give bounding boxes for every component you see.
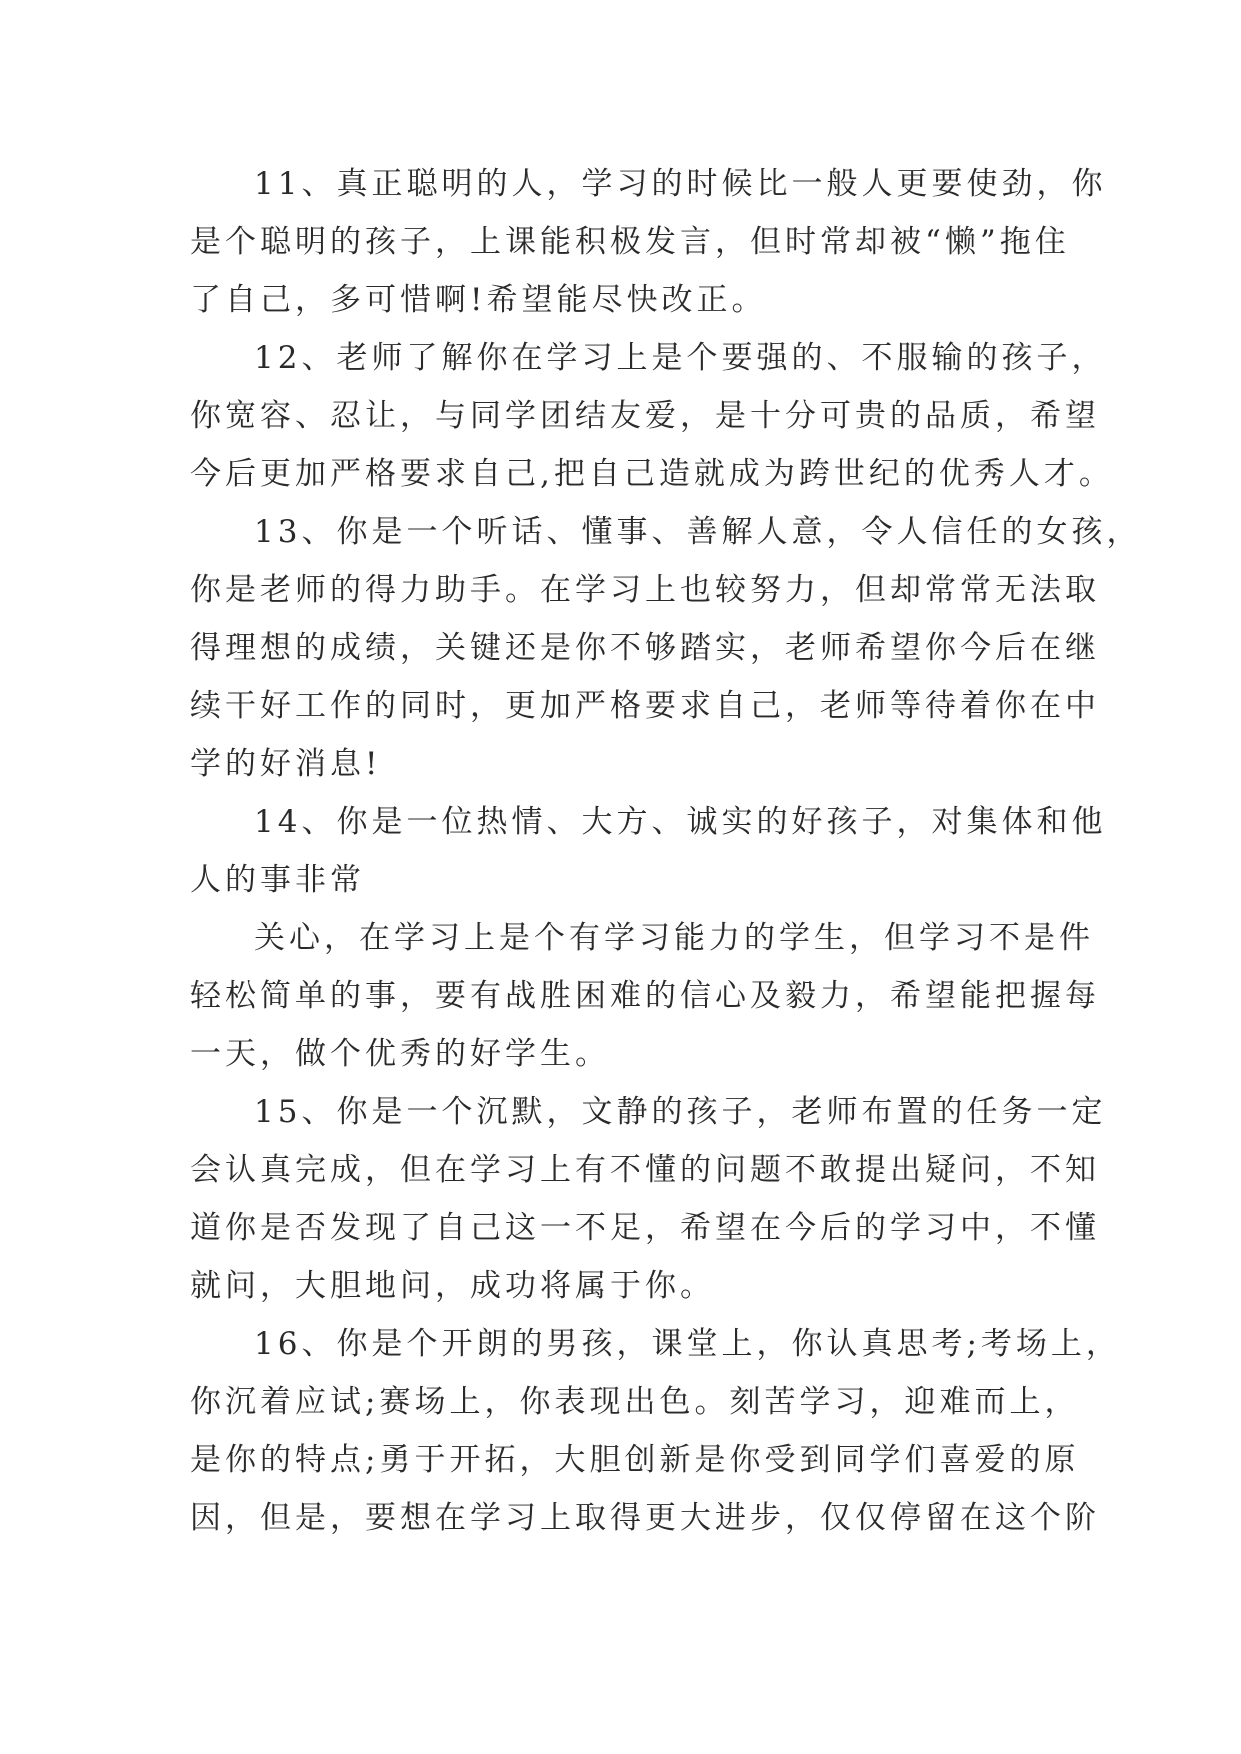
text-line: 今后更加严格要求自己,把自己造就成为跨世纪的优秀人才。	[190, 456, 1114, 492]
text-line: 人的事非常	[190, 862, 365, 898]
text-line: 续干好工作的同时，更加严格要求自己，老师等待着你在中	[190, 688, 1100, 724]
text-line: 13、你是一个听话、懂事、善解人意，令人信任的女孩，	[254, 514, 1142, 550]
text-line: 是你的特点;勇于开拓，大胆创新是你受到同学们喜爱的原	[190, 1442, 1080, 1478]
text-line: 因，但是，要想在学习上取得更大进步，仅仅停留在这个阶	[190, 1500, 1100, 1536]
text-line: 了自己，多可惜啊!希望能尽快改正。	[190, 282, 767, 318]
text-line: 道你是否发现了自己这一不足，希望在今后的学习中，不懂	[190, 1210, 1100, 1246]
text-line: 就问，大胆地问，成功将属于你。	[190, 1268, 715, 1304]
text-line: 轻松简单的事，要有战胜困难的信心及毅力，希望能把握每	[190, 978, 1100, 1014]
text-line: 会认真完成，但在学习上有不懂的问题不敢提出疑问，不知	[190, 1152, 1100, 1188]
text-line: 16、你是个开朗的男孩，课堂上，你认真思考;考场上，	[254, 1326, 1121, 1362]
text-line: 你沉着应试;赛场上，你表现出色。刻苦学习，迎难而上，	[190, 1384, 1080, 1420]
text-line: 一天，做个优秀的好学生。	[190, 1036, 610, 1072]
text-line: 14、你是一位热情、大方、诚实的好孩子，对集体和他	[254, 804, 1107, 840]
text-line: 学的好消息!	[190, 746, 382, 782]
text-line: 关心，在学习上是个有学习能力的学生，但学习不是件	[254, 920, 1094, 956]
text-line: 11、真正聪明的人，学习的时候比一般人更要使劲，你	[254, 166, 1107, 202]
text-line: 你是老师的得力助手。在学习上也较努力，但却常常无法取	[190, 572, 1100, 608]
text-line: 12、老师了解你在学习上是个要强的、不服输的孩子，	[254, 340, 1107, 376]
text-line: 是个聪明的孩子，上课能积极发言，但时常却被“懒”拖住	[190, 224, 1070, 260]
text-line: 15、你是一个沉默，文静的孩子，老师布置的任务一定	[254, 1094, 1107, 1130]
text-line: 得理想的成绩，关键还是你不够踏实，老师希望你今后在继	[190, 630, 1100, 666]
text-line: 你宽容、忍让，与同学团结友爱，是十分可贵的品质，希望	[190, 398, 1100, 434]
document-body	[190, 155, 1142, 1547]
